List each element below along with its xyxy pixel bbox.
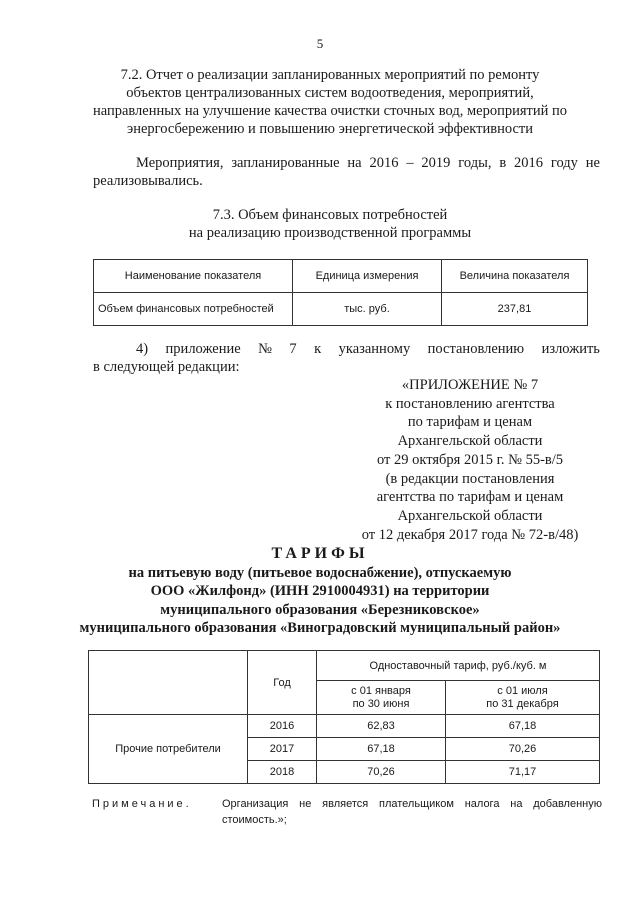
item-4-word: приложение — [165, 341, 241, 357]
item-4-word: к — [314, 341, 322, 357]
table-cell: 67,18 — [317, 738, 446, 761]
note-label: Примечание. — [92, 798, 192, 810]
note-first-line — [92, 796, 602, 812]
item-4-word: указанному — [338, 341, 411, 357]
financial-needs-table — [93, 259, 588, 326]
table-cell: 2018 — [248, 761, 317, 784]
section-7-2-text-line1: Мероприятия, запланированные на 2016 – 2019 годы, в 2016 году не — [136, 155, 600, 171]
section-7-2-title-line: направленных на улучшение качества очистки сточных вод, мероприятий по — [92, 103, 568, 119]
table-cell: тыс. руб. — [293, 293, 442, 326]
item-4-word: постановлению — [427, 341, 525, 357]
table-header-cell: Единица измерения — [293, 260, 442, 293]
table-cell: 62,83 — [317, 715, 446, 738]
section-7-2-title — [60, 66, 600, 138]
table-header-row — [89, 651, 600, 681]
table-header-cell — [89, 651, 248, 715]
appendix-line: по тарифам и ценам — [407, 414, 533, 431]
section-7-3-title — [60, 206, 600, 242]
table-cell: 70,26 — [446, 738, 600, 761]
appendix-line: Архангельской области — [397, 507, 543, 524]
note-text-line1: Организация не является плательщиком налога на добавленную — [222, 798, 602, 810]
table-cell: Объем финансовых потребностей — [94, 293, 293, 326]
item-4-line1 — [136, 340, 600, 358]
item-4-word: 7 — [289, 341, 297, 357]
appendix-line: Архангельской области — [397, 433, 543, 450]
item-4-word: 4) — [136, 341, 149, 357]
table-header-cell: Величина показателя — [442, 260, 588, 293]
table-cell: 2016 — [248, 715, 317, 738]
appendix-line: «ПРИЛОЖЕНИЕ № 7 — [401, 377, 539, 393]
section-7-2-text-line2: реализовывались. — [93, 173, 203, 189]
tariffs-subtitle-line: муниципального образования «Виноградовский муниципальный район» — [79, 620, 561, 636]
table-header-cell: Наименование показателя — [94, 260, 293, 293]
table-cell: 67,18 — [446, 715, 600, 738]
section-7-3-title-line1: 7.3. Объем финансовых потребностей — [212, 207, 448, 223]
table-cell: 237,81 — [442, 293, 588, 326]
table-cell: 2017 — [248, 738, 317, 761]
table-row — [89, 715, 600, 738]
section-7-3-title-line2: на реализацию производственной программы — [188, 225, 472, 241]
tariffs-subtitle-line: на питьевую воду (питьевое водоснабжение), отпускаемую — [128, 564, 512, 581]
note — [92, 796, 602, 828]
table-header-cell: с 01 июля по 31 декабря — [446, 681, 600, 715]
table-header-cell: Одноставочный тариф, руб./куб. м — [317, 651, 600, 681]
section-7-2-title-line: энергосбережению и повышению энергетической эффективности — [127, 121, 533, 137]
tariffs-subtitle-line: муниципального образования «Березниковское» — [160, 601, 480, 618]
table-cell: Прочие потребители — [89, 715, 248, 784]
tariffs-table — [88, 650, 600, 784]
page-number: 5 — [316, 36, 324, 51]
item-4-line2: в следующей редакции: — [93, 359, 240, 375]
tariffs-subtitle-line: ООО «Жилфонд» (ИНН 2910004931) на территории — [150, 583, 490, 599]
table-header-row — [94, 260, 588, 293]
section-7-2-title-line: объектов централизованных систем водоотведения, мероприятий, — [126, 85, 534, 101]
appendix-line: от 29 октября 2015 г. № 55-в/5 — [376, 451, 564, 468]
table-cell: 71,17 — [446, 761, 600, 784]
appendix-line: агентства по тарифам и ценам — [376, 489, 564, 506]
table-header-cell: с 01 января по 30 июня — [317, 681, 446, 715]
appendix-line: (в редакции постановления — [385, 470, 555, 487]
table-row — [94, 293, 588, 326]
note-text-line2: стоимость.»; — [222, 814, 287, 826]
tariffs-heading: ТАРИФЫ — [271, 545, 369, 562]
appendix-line: от 12 декабря 2017 года № 72-в/48) — [361, 526, 579, 543]
appendix-header — [320, 376, 620, 544]
table-header-cell: Год — [248, 651, 317, 715]
item-4-word: № — [258, 341, 272, 357]
appendix-line: к постановлению агентства — [385, 395, 555, 412]
table-cell: 70,26 — [317, 761, 446, 784]
tariffs-title — [60, 545, 580, 638]
item-4-word: изложить — [541, 341, 600, 357]
section-7-2-title-line: 7.2. Отчет о реализации запланированных мероприятий по ремонту — [120, 67, 540, 83]
